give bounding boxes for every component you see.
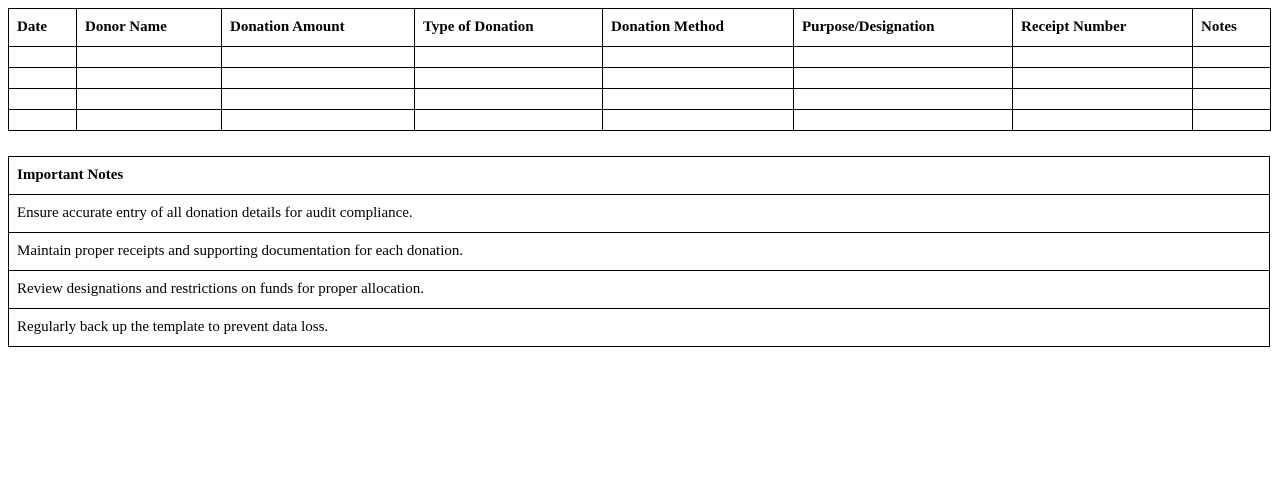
- table-header-row: [9, 9, 1271, 47]
- table-cell[interactable]: [9, 110, 77, 131]
- table-cell[interactable]: [222, 89, 415, 110]
- important-notes-table: [8, 156, 1270, 347]
- table-cell[interactable]: [1013, 89, 1193, 110]
- table-cell[interactable]: [1193, 47, 1271, 68]
- table-cell[interactable]: [1193, 110, 1271, 131]
- column-header-receipt-number: Receipt Number: [1013, 9, 1193, 47]
- table-cell[interactable]: [77, 110, 222, 131]
- table-cell[interactable]: [415, 68, 603, 89]
- table-cell[interactable]: [1013, 47, 1193, 68]
- column-header-date: Date: [9, 9, 77, 47]
- table-cell[interactable]: [1193, 68, 1271, 89]
- column-header-donation-method: Donation Method: [603, 9, 794, 47]
- table-cell[interactable]: [603, 110, 794, 131]
- table-row: [9, 47, 1271, 68]
- note-item: Regularly back up the template to prevent data loss.: [9, 309, 1270, 347]
- important-notes-heading: Important Notes: [9, 157, 1270, 195]
- column-header-purpose-designation: Purpose/Designation: [794, 9, 1013, 47]
- column-header-notes: Notes: [1193, 9, 1271, 47]
- column-header-type-of-donation: Type of Donation: [415, 9, 603, 47]
- table-cell[interactable]: [77, 89, 222, 110]
- table-cell[interactable]: [222, 110, 415, 131]
- note-item: Review designations and restrictions on funds for proper allocation.: [9, 271, 1270, 309]
- table-cell[interactable]: [77, 47, 222, 68]
- column-header-donation-amount: Donation Amount: [222, 9, 415, 47]
- note-item: Maintain proper receipts and supporting documentation for each donation.: [9, 233, 1270, 271]
- table-cell[interactable]: [415, 89, 603, 110]
- table-cell[interactable]: [415, 47, 603, 68]
- table-cell[interactable]: [1193, 89, 1271, 110]
- note-row: [9, 233, 1270, 271]
- notes-header-row: [9, 157, 1270, 195]
- column-header-donor-name: Donor Name: [77, 9, 222, 47]
- table-row: [9, 110, 1271, 131]
- table-row: [9, 89, 1271, 110]
- table-cell[interactable]: [603, 68, 794, 89]
- table-cell[interactable]: [1013, 110, 1193, 131]
- table-cell[interactable]: [222, 47, 415, 68]
- note-row: [9, 271, 1270, 309]
- table-cell[interactable]: [794, 110, 1013, 131]
- table-cell[interactable]: [1013, 68, 1193, 89]
- table-row: [9, 68, 1271, 89]
- note-row: [9, 195, 1270, 233]
- table-cell[interactable]: [794, 47, 1013, 68]
- table-cell[interactable]: [603, 89, 794, 110]
- table-cell[interactable]: [222, 68, 415, 89]
- table-cell[interactable]: [794, 68, 1013, 89]
- table-cell[interactable]: [77, 68, 222, 89]
- table-cell[interactable]: [9, 68, 77, 89]
- table-cell[interactable]: [794, 89, 1013, 110]
- note-item: Ensure accurate entry of all donation details for audit compliance.: [9, 195, 1270, 233]
- donation-log-table: [8, 8, 1271, 131]
- table-cell[interactable]: [9, 89, 77, 110]
- note-row: [9, 309, 1270, 347]
- table-cell[interactable]: [415, 110, 603, 131]
- table-cell[interactable]: [603, 47, 794, 68]
- table-cell[interactable]: [9, 47, 77, 68]
